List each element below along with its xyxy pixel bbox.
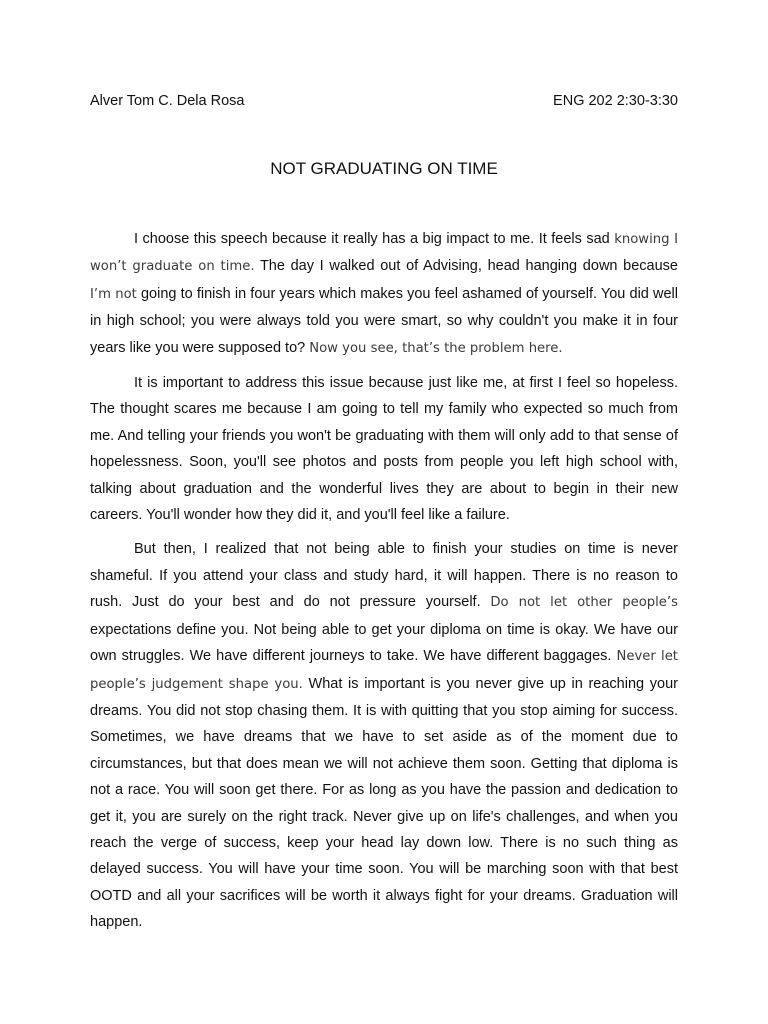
paragraph-1-quote: I’m not [90, 286, 137, 302]
paragraph-1-text: I choose this speech because it really has a big impact to me. It feels sad [134, 231, 615, 247]
document-body [90, 226, 678, 944]
paragraph-3 [90, 536, 678, 935]
course-info: ENG 202 2:30-3:30 [553, 93, 678, 109]
paragraph-1-text: The day I walked out of Advising, head hanging down because [254, 258, 678, 275]
paragraph-1-quote: knowing I won’t graduate on time. [90, 232, 678, 275]
paragraph-2-text: It is important to address this issue because just like me, at first I feel so hopeless. The thought scares me because I am going to tell my family who expected so much from me. And telling your friends you won't be graduating with them will only add to that sense of hopelessness. Soon, you'll see photos and posts from people you left high school with, talking about graduation and the wonderful lives they are about to begin in their new careers. You'll wonder how they did it, and you'll feel like a failure. [90, 375, 678, 524]
author-name: Alver Tom C. Dela Rosa [90, 93, 245, 109]
paragraph-1 [90, 226, 678, 362]
paragraph-3-text: But then, I realized that not being able to finish your studies on time is never shameful. If you attend your class and study hard, it will happen. There is no reason to rush. Just do your best and do not pressure yourself. [90, 541, 678, 611]
paragraph-3-quote: Never let people’s judgement shape you. [90, 649, 678, 692]
paragraph-1-quote: Now you see, that’s the problem here. [309, 340, 563, 356]
paragraph-3-quote: Do not let other people’s [490, 595, 678, 611]
paragraph-3-text: What is important is you never give up in reaching your dreams. You did not stop chasing them. It is with quitting that you stop aiming for success. Sometimes, we have dreams that we have to set aside as of the moment due to circumstances, but that does mean we will not achieve them soon. Getting that diploma is not a race. You will soon get there. For as long as you have the passion and dedication to get it, you are surely on the right track. Never give up on life's challenges, and when you reach the verge of success, keep your head lay down low. There is no such thing as delayed success. You will have your time soon. You will be marching soon with that best OOTD and all your sacrifices will be worth it always fight for your dreams. Graduation will happen. [90, 675, 678, 931]
paragraph-1-text: going to finish in four years which makes you feel ashamed of yourself. You did well in high school; you were always told you were smart, so why couldn't you make it in four years like you were supposed to? [90, 285, 679, 356]
document-header [90, 91, 678, 111]
document-title: NOT GRADUATING ON TIME [270, 159, 498, 178]
paragraph-2 [90, 370, 678, 528]
paragraph-3-text: expectations define you. Not being able to get your diploma on time is okay. We have our own struggles. We have different journeys to take. We have different baggages. [90, 621, 678, 665]
